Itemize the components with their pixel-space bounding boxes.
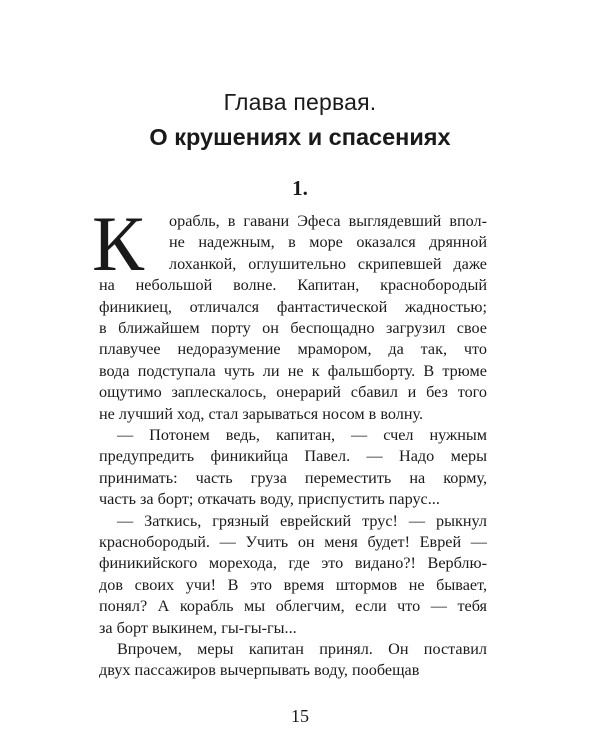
text-line: — Заткись, грязный еврейский трус! — рыкнул [117, 511, 487, 530]
section-number: 1. [292, 176, 308, 200]
chapter-subtitle: О крушениях и спасениях [149, 124, 451, 150]
text-line: лоханкой, оглушительно скрипевшей даже [169, 254, 487, 273]
text-line: часть за борт; откачать воду, приспустить парус... [99, 490, 440, 509]
text-line: не надежным, в море оказался дрянной [169, 233, 487, 252]
text-line: предупредить финикийца Павел. — Надо меры [99, 447, 487, 466]
text-line: не лучший ход, стал зарываться носом в волну. [99, 404, 424, 423]
text-line: на небольшой волне. Капитан, краснобородый [99, 276, 487, 295]
text-line: за борт выкинем, гы-гы-гы... [99, 618, 297, 637]
text-line: вода подступала чуть ли не к фальшборту. В трюме [99, 361, 487, 380]
text-line: финикиец, отличался фантастической жадностью; [99, 297, 487, 316]
text-line: краснобородый. — Учить он меня будет! Еврей — [99, 533, 487, 551]
text-line: двух пассажиров вычерпывать воду, пообещав [99, 661, 420, 680]
text-line: понял? А корабль мы облегчим, если что — тебя [99, 597, 487, 616]
drop-cap: К [92, 200, 145, 287]
text-line: Впрочем, меры капитан принял. Он поставил [117, 640, 487, 658]
text-line: плавучее недоразумение мрамором, да так, что [99, 340, 487, 359]
text-line: орабль, в гавани Эфеса выглядевший впол- [169, 212, 487, 230]
text-line: ощутимо заплескалось, онерарий сбавил и без того [99, 383, 487, 402]
text-line: дов своих учи! В это время штормов не бывает, [99, 575, 487, 594]
page-number: 15 [291, 706, 309, 726]
text-line: в ближайшем порту он беспощадно загрузил свое [99, 319, 487, 337]
text-line: — Потонем ведь, капитан, — счел нужным [117, 426, 487, 444]
text-line: финикийского морехода, где это видано?! Верблю- [99, 554, 487, 573]
chapter-heading: Глава первая. [223, 89, 377, 115]
text-line: принимать: часть груза переместить на корму, [99, 468, 487, 487]
